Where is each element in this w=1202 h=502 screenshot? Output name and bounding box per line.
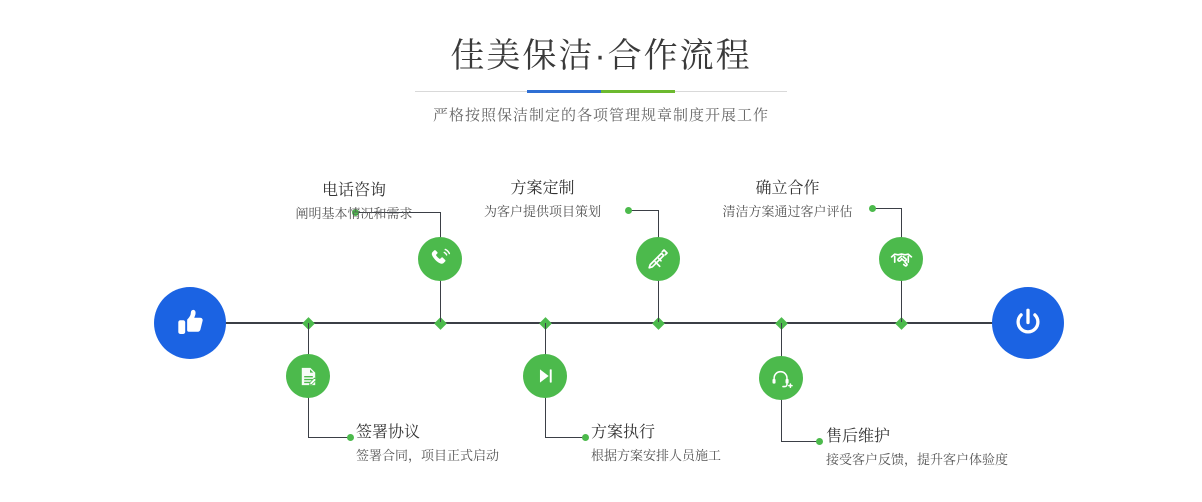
phone-call-icon [428, 247, 452, 271]
handshake-icon [889, 247, 914, 272]
divider-accent-green [601, 90, 675, 93]
page-subtitle: 严格按照保洁制定的各项管理规章制度开展工作 [432, 107, 769, 124]
document-edit-icon [297, 365, 320, 388]
pen-ruler-icon [646, 247, 670, 271]
step-5-icon-badge [879, 237, 923, 281]
step-2-label [356, 422, 499, 466]
step-1-label [244, 180, 464, 224]
connector-5-horizontal [872, 208, 901, 209]
step-2-icon-badge [286, 354, 330, 398]
connector-5-tip [869, 205, 876, 212]
thumbs-up-icon [172, 305, 208, 341]
step-5-desc: 清洁方案通过客户评估 [722, 204, 853, 219]
power-icon [1010, 305, 1046, 341]
timeline-start-node [154, 287, 226, 359]
step-6-desc: 接受客户反馈，提升客户体验度 [826, 452, 1009, 467]
step-1-title: 电话咨询 [321, 182, 386, 199]
connector-2-tip [347, 434, 354, 441]
connector-3-horizontal [628, 210, 658, 211]
connector-3-tip [625, 207, 632, 214]
step-6-icon-badge [759, 356, 803, 400]
connector-6-tip [816, 438, 823, 445]
timeline-end-node [992, 287, 1064, 359]
play-step-icon [534, 365, 556, 387]
step-4-title: 方案执行 [591, 424, 656, 441]
page-title: 佳美保洁·合作流程 [450, 37, 752, 75]
step-5-label [706, 178, 869, 222]
step-4-desc: 根据方案安排人员施工 [591, 448, 722, 463]
step-5-title: 确立合作 [755, 180, 820, 197]
step-1-desc: 阐明基本情况和需求 [295, 206, 413, 221]
connector-4-horizontal [545, 437, 585, 438]
page-header [0, 34, 1202, 125]
step-3-desc: 为客户提供项目策划 [483, 204, 601, 219]
connector-4-tip [582, 434, 589, 441]
title-divider [415, 90, 787, 93]
divider-accent-blue [527, 90, 601, 93]
headset-support-icon [770, 367, 793, 390]
step-4-label [591, 422, 721, 466]
step-6-label [826, 426, 1008, 470]
step-6-title: 售后维护 [826, 428, 891, 445]
step-3-icon-badge [636, 237, 680, 281]
step-3-title: 方案定制 [510, 180, 575, 197]
step-4-icon-badge [523, 354, 567, 398]
process-timeline [0, 160, 1202, 502]
step-1-icon-badge [418, 237, 462, 281]
step-2-desc: 签署合同，项目正式启动 [356, 448, 500, 463]
step-2-title: 签署协议 [356, 424, 421, 441]
connector-6-horizontal [781, 441, 819, 442]
connector-2-horizontal [308, 437, 350, 438]
step-3-label [460, 178, 625, 222]
